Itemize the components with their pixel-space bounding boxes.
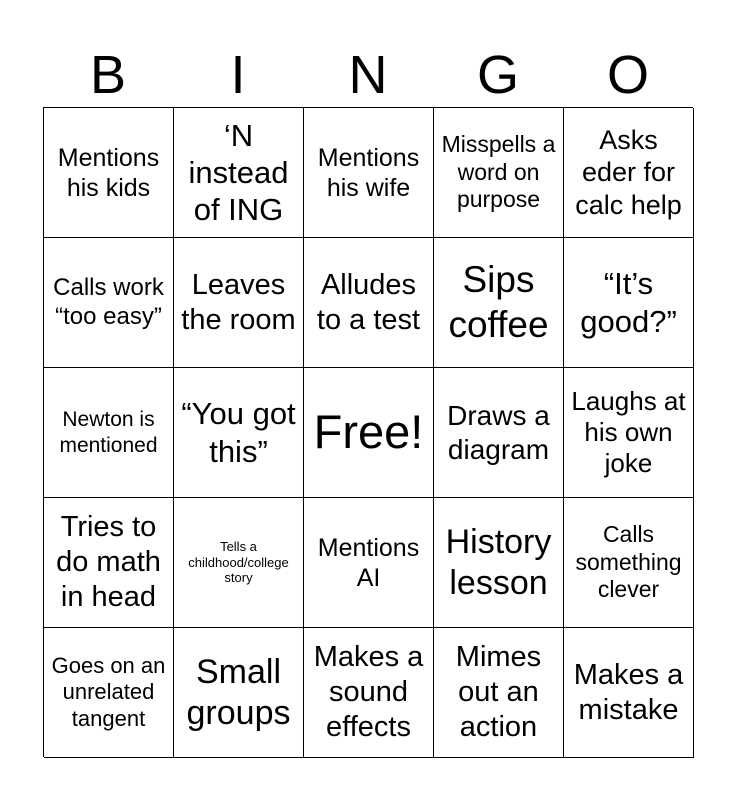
bingo-cell[interactable] xyxy=(44,368,174,498)
cell-text: “You got this” xyxy=(181,396,296,469)
bingo-cell[interactable] xyxy=(434,628,564,758)
cell-text: Mentions his kids xyxy=(57,143,160,202)
bingo-cell[interactable] xyxy=(174,368,304,498)
cell-text: Tries to do math in head xyxy=(56,511,161,613)
bingo-cell[interactable] xyxy=(564,628,694,758)
cell-text: Calls something clever xyxy=(575,521,682,603)
cell-text: Makes a sound effects xyxy=(313,641,424,743)
cell-text: Mimes out an action xyxy=(455,641,542,743)
cell-text: Misspells a word on purpose xyxy=(441,131,556,213)
header-letter-o: O xyxy=(606,45,649,105)
cell-text: Draws a diagram xyxy=(447,399,550,465)
header-letter-i: I xyxy=(230,45,246,105)
free-space-cell[interactable] xyxy=(304,368,434,498)
bingo-cell[interactable] xyxy=(304,238,434,368)
cell-text: Alludes to a test xyxy=(316,268,421,336)
cell-text: History lesson xyxy=(445,522,552,602)
cell-text: Small groups xyxy=(186,652,291,732)
bingo-cell[interactable] xyxy=(564,108,694,238)
header-letter-n: N xyxy=(348,45,388,105)
bingo-board xyxy=(43,107,693,757)
bingo-cell[interactable] xyxy=(174,108,304,238)
cell-text: Makes a mistake xyxy=(573,658,684,726)
cell-text: Newton is mentioned xyxy=(59,408,158,457)
bingo-cell[interactable] xyxy=(44,108,174,238)
cell-text: “It’s good?” xyxy=(580,266,677,339)
bingo-cell[interactable] xyxy=(434,238,564,368)
header-letter-g: G xyxy=(476,45,519,105)
cell-text: Mentions his wife xyxy=(317,143,420,202)
cell-text: Free! xyxy=(313,405,424,459)
bingo-cell[interactable] xyxy=(304,108,434,238)
bingo-cell[interactable] xyxy=(304,628,434,758)
bingo-cell[interactable] xyxy=(564,498,694,628)
bingo-cell[interactable] xyxy=(304,498,434,628)
cell-text: Goes on an unrelated tangent xyxy=(51,652,166,731)
bingo-header xyxy=(43,44,693,106)
bingo-cell[interactable] xyxy=(434,108,564,238)
bingo-cell[interactable] xyxy=(564,368,694,498)
cell-text: Tells a childhood/college story xyxy=(188,539,289,586)
cell-text: Sips coffee xyxy=(448,259,549,345)
bingo-cell[interactable] xyxy=(174,628,304,758)
cell-text: Calls work “too easy” xyxy=(53,273,164,330)
cell-text: Laughs at his own joke xyxy=(571,385,686,479)
bingo-cell[interactable] xyxy=(174,238,304,368)
bingo-cell[interactable] xyxy=(434,368,564,498)
bingo-cell[interactable] xyxy=(44,498,174,628)
bingo-cell[interactable] xyxy=(44,238,174,368)
bingo-cell[interactable] xyxy=(564,238,694,368)
bingo-cell[interactable] xyxy=(174,498,304,628)
header-letter-b: B xyxy=(89,45,127,105)
cell-text: ‘N instead of ING xyxy=(188,117,289,228)
bingo-cell[interactable] xyxy=(44,628,174,758)
cell-text: Leaves the room xyxy=(181,268,296,336)
cell-text: Asks eder for calc help xyxy=(575,124,682,220)
bingo-cell[interactable] xyxy=(434,498,564,628)
cell-text: Mentions AI xyxy=(317,533,420,592)
